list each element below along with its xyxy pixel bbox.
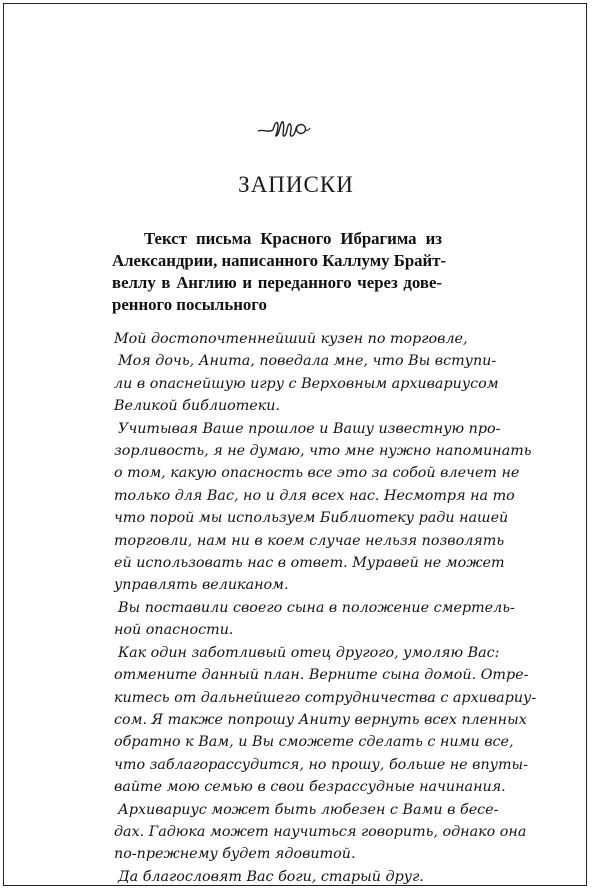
letter-line: зорливость, я не думаю, что мне нужно напоминать [114,443,532,460]
letter-line: отмените данный план. Верните сына домой. Отре- [114,667,529,684]
letter-line: китесь от дальнейшего сотрудничества с архивариу- [114,689,537,706]
letter-line: торговли, нам ни в коем случае нельзя позволять [114,532,505,549]
letter-line: ной опасности. [114,622,234,639]
letter-line: вайте мою семью в свои безрассудные начинания. [114,779,506,796]
letter-line: управлять великаном. [114,577,289,594]
letter-line: Моя дочь, Анита, поведала мне, что Вы вступи- [118,353,497,370]
letter-line: сом. Я также попрошу Аниту вернуть всех пленных [114,711,527,728]
letter-line: по-прежнему будет ядовитой. [114,846,356,863]
heading-line: Александрии, написанного Каллуму Брайт- [112,251,447,270]
letter-line: Как один заботливый отец другого, умоляю Вас: [118,644,500,661]
letter-body [114,328,537,888]
letter-line: Учитывая Ваше прошлое и Вашу известную про- [118,420,501,437]
letter-line: Мой достопочтеннейший кузен по торговле, [114,331,468,347]
letter-line: о том, какую опасность все это за собой влечет не [114,465,520,482]
letter-line: дах. Гадюка может научиться говорить, однако она [114,823,527,840]
letter-line: обратно к Вам, и Вы сможете сделать с ними все, [114,734,514,751]
letter-line: что порой мы используем Библиотеку ради нашей [114,510,509,527]
heading-line: ренного посыльного [112,295,267,314]
letter-line: Да благословят Вас боги, старый друг. [118,868,424,885]
page-title: ЗАПИСКИ [238,172,354,197]
letter-heading [112,228,447,316]
letter-line: ей использовать нас в ответ. Муравей не может [114,555,505,572]
flourish-ornament-icon [256,116,312,142]
heading-line: веллу в Англию и переданного через дове- [112,273,442,292]
letter-line: ли в опаснейшую игру с Верховным архивариусом [114,375,499,392]
letter-line: Вы поставили своего сына в положение смертель- [118,599,515,616]
letter-line: Архивариус может быть любезен с Вами в бесе- [118,801,499,818]
letter-line: Великой библиотеки. [114,398,281,415]
letter-line: только для Вас, но и для всех нас. Несмотря на то [114,487,515,504]
heading-line: Текст письма Красного Ибрагима из [144,229,442,248]
letter-line: что заблагорассудится, но прошу, больше не впуты- [114,756,528,773]
